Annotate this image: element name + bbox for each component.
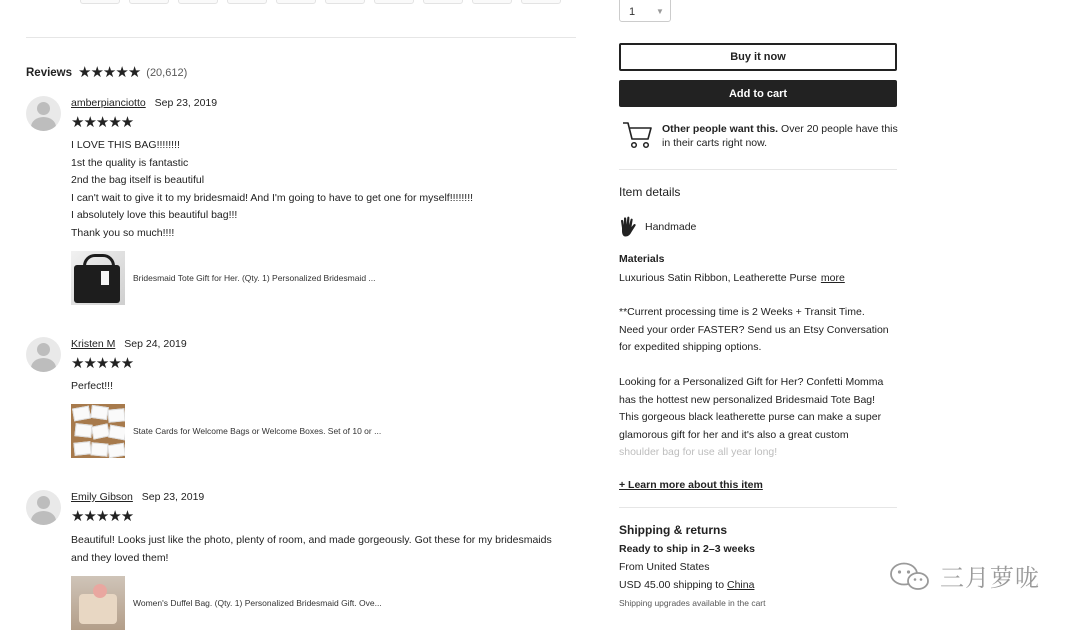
review-line: I LOVE THIS BAG!!!!!!!! — [71, 139, 180, 151]
item-thumbnail[interactable] — [71, 251, 125, 305]
review — [26, 490, 586, 625]
divider — [619, 507, 897, 508]
thumbnail[interactable] — [325, 0, 365, 4]
review — [26, 337, 586, 462]
review-text — [71, 378, 113, 396]
review-date: Sep 23, 2019 — [141, 491, 205, 503]
item-details-title: Item details — [619, 185, 681, 199]
materials-title: Materials — [619, 253, 665, 265]
review-line: Beautiful! Looks just like the photo, plenty of room, and made gorgeously. Got these for my bridesmaids — [71, 534, 552, 546]
watermark-text: 三月萝咙 — [940, 564, 1040, 592]
review-meta — [71, 491, 204, 503]
thumbnail[interactable] — [423, 0, 463, 4]
reviews-title: Reviews — [26, 66, 73, 79]
demand-text: Other people want this. Over 20 people have this in their carts right now. — [662, 123, 898, 149]
item-thumbnail[interactable] — [71, 576, 125, 630]
review-date: Sep 23, 2019 — [154, 97, 218, 109]
avatar[interactable] — [26, 337, 61, 372]
materials-value: Luxurious Satin Ribbon, Leatherette Purse more — [619, 272, 845, 284]
handmade-label: Handmade — [645, 221, 697, 233]
review-count: (20,612) — [146, 66, 188, 79]
divider — [619, 169, 897, 170]
item-title[interactable]: Women's Duffel Bag. (Qty. 1) Personalized Bridesmaid Gift. Ove... — [133, 598, 382, 608]
thumbnail[interactable] — [178, 0, 218, 4]
rating-stars: ★★★★★ — [78, 64, 141, 81]
review-line: and they loved them! — [71, 551, 169, 564]
thumbnail[interactable] — [374, 0, 414, 4]
reviews-header — [26, 65, 187, 80]
review-line: I absolutely love this beautiful bag!!! — [71, 209, 238, 221]
shipping-cost: USD 45.00 shipping to China — [619, 579, 755, 591]
review-date: Sep 24, 2019 — [124, 338, 187, 350]
country-link[interactable]: China — [726, 579, 755, 591]
handmade-badge — [619, 216, 696, 238]
more-link[interactable]: more — [820, 272, 845, 284]
ship-from-text: From United States — [619, 561, 710, 573]
watermark — [888, 558, 1040, 593]
image-thumbnail-strip — [80, 0, 561, 4]
review-line: 2nd the bag itself is beautiful — [71, 174, 205, 186]
thumbnail[interactable] — [472, 0, 512, 4]
processing-notice: **Current processing time is 2 Weeks + Transit Time. Need your order FASTER? Send us an Etsy Conversation for expedited shipping options. — [619, 306, 889, 353]
reviewed-item-link[interactable] — [71, 576, 382, 630]
hand-icon — [619, 216, 637, 238]
review-text — [71, 532, 552, 567]
review-stars: ★★★★★ — [71, 508, 134, 525]
add-to-cart-button[interactable]: Add to cart — [619, 80, 897, 107]
quantity-value: 1 — [629, 6, 636, 18]
wechat-icon — [888, 560, 932, 592]
shipping-upgrades-note: Shipping upgrades available in the cart — [619, 598, 766, 608]
reviewed-item-link[interactable] — [71, 404, 381, 458]
review-line: Perfect!!! — [71, 380, 114, 392]
review-text — [71, 137, 473, 242]
reviewer-name-link[interactable]: amberpianciotto — [71, 97, 146, 109]
chevron-down-icon: ▼ — [656, 7, 664, 16]
cart-icon — [621, 119, 653, 151]
thumbnail[interactable] — [521, 0, 561, 4]
shipping-title: Shipping & returns — [619, 523, 727, 537]
review-meta — [71, 338, 187, 350]
review-line: I can't wait to give it to my bridesmaid! And I'm going to have to get one for myself!!!!!!!! — [71, 191, 474, 204]
thumbnail[interactable] — [276, 0, 316, 4]
review-stars: ★★★★★ — [71, 355, 134, 372]
reviewer-name-link[interactable]: Kristen M — [71, 338, 116, 350]
reviewed-item-link[interactable] — [71, 251, 376, 305]
thumbnail[interactable] — [129, 0, 169, 4]
review-meta — [71, 97, 217, 109]
learn-more-link[interactable]: + Learn more about this item — [619, 479, 763, 491]
item-thumbnail[interactable] — [71, 404, 125, 458]
review-stars: ★★★★★ — [71, 114, 134, 131]
ship-ready-text: Ready to ship in 2–3 weeks — [619, 543, 755, 555]
review-line: 1st the quality is fantastic — [71, 156, 189, 169]
review-line: Thank you so much!!!! — [71, 226, 175, 239]
divider — [26, 37, 576, 38]
thumbnail[interactable] — [80, 0, 120, 4]
avatar[interactable] — [26, 490, 61, 525]
reviewer-name-link[interactable]: Emily Gibson — [71, 491, 133, 503]
thumbnail[interactable] — [227, 0, 267, 4]
item-description: Looking for a Personalized Gift for Her? Confetti Momma has the hottest new personalized Bridesmaid Tote Bag! This gorgeous black leatherette purse can make a super glamorous gift for her and it's also a great custom shoulder bag for use all year long! — [619, 376, 884, 458]
quantity-select[interactable] — [619, 0, 671, 22]
item-title[interactable]: State Cards for Welcome Bags or Welcome Boxes. Set of 10 or ... — [133, 426, 382, 436]
avatar[interactable] — [26, 96, 61, 131]
item-title[interactable]: Bridesmaid Tote Gift for Her. (Qty. 1) Personalized Bridesmaid ... — [133, 273, 376, 283]
buy-now-button[interactable]: Buy it now — [619, 43, 897, 71]
review — [26, 96, 586, 316]
